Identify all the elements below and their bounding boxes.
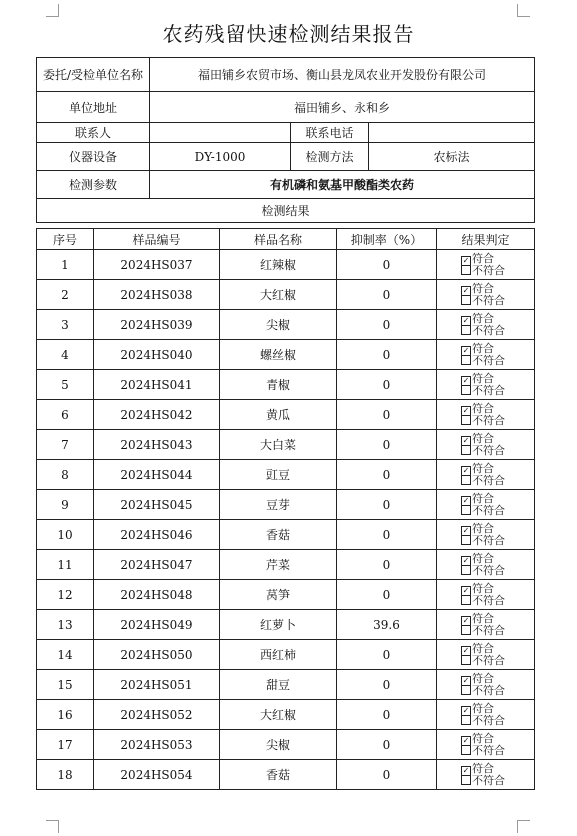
sample-no: 10 [37, 520, 94, 550]
judge-label: 不符合 [472, 353, 505, 367]
table-row [37, 430, 535, 460]
sample-name: 西红柿 [220, 640, 337, 670]
result-judgement [437, 580, 535, 610]
table-row [37, 580, 535, 610]
judge-option-fail [461, 265, 534, 277]
page-corner-mark [46, 4, 59, 17]
sample-code: 2024HS041 [94, 370, 220, 400]
sample-code: 2024HS054 [94, 760, 220, 790]
result-judgement [437, 430, 535, 460]
inhibition-rate: 39.6 [337, 610, 437, 640]
checkbox-icon [461, 655, 471, 665]
phone-value [369, 123, 535, 143]
judge-label: 符合 [472, 251, 494, 265]
judge-label: 符合 [472, 581, 494, 595]
contact-label: 联系人 [37, 123, 150, 143]
result-judgement [437, 250, 535, 280]
sample-name: 尖椒 [220, 310, 337, 340]
sample-no: 6 [37, 400, 94, 430]
inhibition-rate: 0 [337, 370, 437, 400]
sample-code: 2024HS042 [94, 400, 220, 430]
checkbox-icon [461, 775, 471, 785]
judge-label: 不符合 [472, 683, 505, 697]
sample-code: 2024HS044 [94, 460, 220, 490]
result-judgement [437, 340, 535, 370]
checkbox-icon: ✓ [462, 735, 470, 745]
address-value: 福田铺乡、永和乡 [150, 92, 535, 123]
checkbox-icon: ✓ [462, 705, 470, 715]
table-row [37, 670, 535, 700]
page-corner-mark [517, 820, 530, 833]
judge-option-fail [461, 385, 534, 397]
inhibition-rate: 0 [337, 280, 437, 310]
inhibition-rate: 0 [337, 730, 437, 760]
checkbox-icon [461, 475, 471, 485]
judge-label: 符合 [472, 641, 494, 655]
sample-name: 螺丝椒 [220, 340, 337, 370]
judge-option-fail [461, 745, 534, 757]
sample-name: 尖椒 [220, 730, 337, 760]
col-header-result: 结果判定 [437, 229, 535, 250]
judge-label: 符合 [472, 431, 494, 445]
judge-option-fail [461, 505, 534, 517]
judge-label: 不符合 [472, 503, 505, 517]
device-label: 仪器设备 [37, 143, 150, 171]
judge-option-fail [461, 565, 534, 577]
checkbox-icon [461, 625, 471, 635]
inhibition-rate: 0 [337, 700, 437, 730]
judge-label: 符合 [472, 341, 494, 355]
table-row [37, 550, 535, 580]
inhibition-rate: 0 [337, 310, 437, 340]
sample-name: 豆芽 [220, 490, 337, 520]
sample-code: 2024HS047 [94, 550, 220, 580]
inhibition-rate: 0 [337, 670, 437, 700]
table-row [37, 250, 535, 280]
sample-code: 2024HS053 [94, 730, 220, 760]
result-judgement [437, 400, 535, 430]
judge-label: 符合 [472, 671, 494, 685]
checkbox-icon: ✓ [462, 465, 470, 475]
table-row [37, 640, 535, 670]
sample-name: 甜豆 [220, 670, 337, 700]
inhibition-rate: 0 [337, 550, 437, 580]
sample-name: 大白菜 [220, 430, 337, 460]
sample-no: 8 [37, 460, 94, 490]
result-judgement [437, 700, 535, 730]
result-section-title: 检测结果 [37, 199, 535, 223]
table-row [37, 370, 535, 400]
judge-label: 符合 [472, 551, 494, 565]
judge-option-fail [461, 625, 534, 637]
table-row [37, 700, 535, 730]
judge-option-fail [461, 355, 534, 367]
inhibition-rate: 0 [337, 520, 437, 550]
result-judgement [437, 520, 535, 550]
judge-option-fail [461, 475, 534, 487]
col-header-code: 样品编号 [94, 229, 220, 250]
judge-label: 符合 [472, 401, 494, 415]
judge-label: 不符合 [472, 773, 505, 787]
checkbox-icon [461, 685, 471, 695]
checkbox-icon: ✓ [462, 255, 470, 265]
report-title: 农药残留快速检测结果报告 [162, 22, 415, 46]
sample-no: 16 [37, 700, 94, 730]
sample-code: 2024HS045 [94, 490, 220, 520]
inhibition-rate: 0 [337, 250, 437, 280]
sample-code: 2024HS039 [94, 310, 220, 340]
checkbox-icon [461, 535, 471, 545]
judge-option-fail [461, 445, 534, 457]
judge-label: 不符合 [472, 653, 505, 667]
inhibition-rate: 0 [337, 490, 437, 520]
checkbox-icon [461, 565, 471, 575]
checkbox-icon: ✓ [462, 285, 470, 295]
checkbox-icon: ✓ [462, 345, 470, 355]
contact-value [150, 123, 291, 143]
sample-no: 5 [37, 370, 94, 400]
inhibition-rate: 0 [337, 340, 437, 370]
table-row [37, 730, 535, 760]
checkbox-icon: ✓ [462, 405, 470, 415]
sample-name: 香菇 [220, 520, 337, 550]
sample-code: 2024HS049 [94, 610, 220, 640]
judge-option-fail [461, 325, 534, 337]
checkbox-icon: ✓ [462, 645, 470, 655]
checkbox-icon: ✓ [462, 675, 470, 685]
judge-label: 不符合 [472, 263, 505, 277]
checkbox-icon: ✓ [462, 435, 470, 445]
table-row [37, 310, 535, 340]
table-row [37, 340, 535, 370]
inhibition-rate: 0 [337, 580, 437, 610]
sample-code: 2024HS037 [94, 250, 220, 280]
judge-option-fail [461, 535, 534, 547]
judge-label: 符合 [472, 701, 494, 715]
address-label: 单位地址 [37, 92, 150, 123]
checkbox-icon [461, 325, 471, 335]
sample-no: 12 [37, 580, 94, 610]
judge-label: 不符合 [472, 383, 505, 397]
checkbox-icon: ✓ [462, 525, 470, 535]
inhibition-rate: 0 [337, 640, 437, 670]
sample-no: 15 [37, 670, 94, 700]
results-table [36, 228, 535, 790]
sample-no: 11 [37, 550, 94, 580]
judge-label: 符合 [472, 521, 494, 535]
judge-label: 符合 [472, 311, 494, 325]
sample-name: 莴笋 [220, 580, 337, 610]
judge-label: 不符合 [472, 443, 505, 457]
judge-option-fail [461, 295, 534, 307]
col-header-no: 序号 [37, 229, 94, 250]
result-judgement [437, 670, 535, 700]
judge-label: 符合 [472, 371, 494, 385]
result-judgement [437, 280, 535, 310]
table-row [37, 400, 535, 430]
checkbox-icon [461, 715, 471, 725]
sample-name: 黄瓜 [220, 400, 337, 430]
judge-label: 符合 [472, 461, 494, 475]
sample-code: 2024HS038 [94, 280, 220, 310]
sample-no: 14 [37, 640, 94, 670]
table-row [37, 280, 535, 310]
judge-label: 不符合 [472, 623, 505, 637]
inhibition-rate: 0 [337, 760, 437, 790]
table-row [37, 760, 535, 790]
judge-label: 符合 [472, 281, 494, 295]
table-row [37, 520, 535, 550]
sample-no: 18 [37, 760, 94, 790]
judge-label: 不符合 [472, 533, 505, 547]
phone-label: 联系电话 [291, 123, 369, 143]
sample-name: 红萝卜 [220, 610, 337, 640]
col-header-name: 样品名称 [220, 229, 337, 250]
judge-label: 不符合 [472, 743, 505, 757]
sample-name: 豇豆 [220, 460, 337, 490]
judge-option-fail [461, 685, 534, 697]
sample-no: 4 [37, 340, 94, 370]
inhibition-rate: 0 [337, 460, 437, 490]
sample-no: 3 [37, 310, 94, 340]
result-judgement [437, 310, 535, 340]
judge-option-fail [461, 415, 534, 427]
result-judgement [437, 460, 535, 490]
checkbox-icon [461, 445, 471, 455]
checkbox-icon [461, 295, 471, 305]
judge-label: 不符合 [472, 293, 505, 307]
checkbox-icon [461, 415, 471, 425]
judge-label: 不符合 [472, 593, 505, 607]
sample-name: 大红椒 [220, 700, 337, 730]
sample-name: 青椒 [220, 370, 337, 400]
judge-option-fail [461, 655, 534, 667]
param-value: 有机磷和氨基甲酸酯类农药 [150, 171, 535, 199]
judge-label: 不符合 [472, 563, 505, 577]
sample-code: 2024HS048 [94, 580, 220, 610]
sample-no: 17 [37, 730, 94, 760]
checkbox-icon: ✓ [462, 555, 470, 565]
checkbox-icon [461, 595, 471, 605]
sample-no: 1 [37, 250, 94, 280]
sample-name: 芹菜 [220, 550, 337, 580]
judge-label: 不符合 [472, 323, 505, 337]
entrust-label: 委托/受检单位名称 [37, 58, 150, 92]
table-row [37, 610, 535, 640]
result-judgement [437, 730, 535, 760]
sample-code: 2024HS043 [94, 430, 220, 460]
checkbox-icon [461, 385, 471, 395]
method-value: 农标法 [369, 143, 535, 171]
result-judgement [437, 760, 535, 790]
inhibition-rate: 0 [337, 430, 437, 460]
sample-no: 9 [37, 490, 94, 520]
sample-code: 2024HS052 [94, 700, 220, 730]
table-row [37, 460, 535, 490]
sample-code: 2024HS051 [94, 670, 220, 700]
result-judgement [437, 640, 535, 670]
sample-name: 红辣椒 [220, 250, 337, 280]
checkbox-icon: ✓ [462, 585, 470, 595]
checkbox-icon [461, 745, 471, 755]
report-header-table [36, 57, 535, 223]
inhibition-rate: 0 [337, 400, 437, 430]
judge-label: 符合 [472, 611, 494, 625]
method-label: 检测方法 [291, 143, 369, 171]
sample-code: 2024HS046 [94, 520, 220, 550]
checkbox-icon: ✓ [462, 615, 470, 625]
page-corner-mark [46, 820, 59, 833]
sample-code: 2024HS040 [94, 340, 220, 370]
sample-code: 2024HS050 [94, 640, 220, 670]
device-value: DY-1000 [150, 143, 291, 171]
result-judgement [437, 490, 535, 520]
sample-no: 2 [37, 280, 94, 310]
checkbox-icon: ✓ [462, 315, 470, 325]
result-judgement [437, 610, 535, 640]
judge-label: 符合 [472, 731, 494, 745]
sample-name: 香菇 [220, 760, 337, 790]
checkbox-icon [461, 265, 471, 275]
judge-option-fail [461, 595, 534, 607]
checkbox-icon [461, 505, 471, 515]
checkbox-icon: ✓ [462, 375, 470, 385]
checkbox-icon: ✓ [462, 765, 470, 775]
judge-label: 不符合 [472, 413, 505, 427]
judge-label: 不符合 [472, 473, 505, 487]
judge-label: 不符合 [472, 713, 505, 727]
result-judgement [437, 550, 535, 580]
checkbox-icon [461, 355, 471, 365]
page-corner-mark [517, 4, 530, 17]
param-label: 检测参数 [37, 171, 150, 199]
entrust-value: 福田铺乡农贸市场、衡山县龙凤农业开发股份有限公司 [150, 58, 535, 92]
judge-label: 符合 [472, 761, 494, 775]
checkbox-icon: ✓ [462, 495, 470, 505]
sample-name: 大红椒 [220, 280, 337, 310]
table-row [37, 490, 535, 520]
sample-no: 13 [37, 610, 94, 640]
result-judgement [437, 370, 535, 400]
judge-option-fail [461, 775, 534, 787]
judge-option-fail [461, 715, 534, 727]
judge-label: 符合 [472, 491, 494, 505]
sample-no: 7 [37, 430, 94, 460]
col-header-rate: 抑制率（%） [337, 229, 437, 250]
